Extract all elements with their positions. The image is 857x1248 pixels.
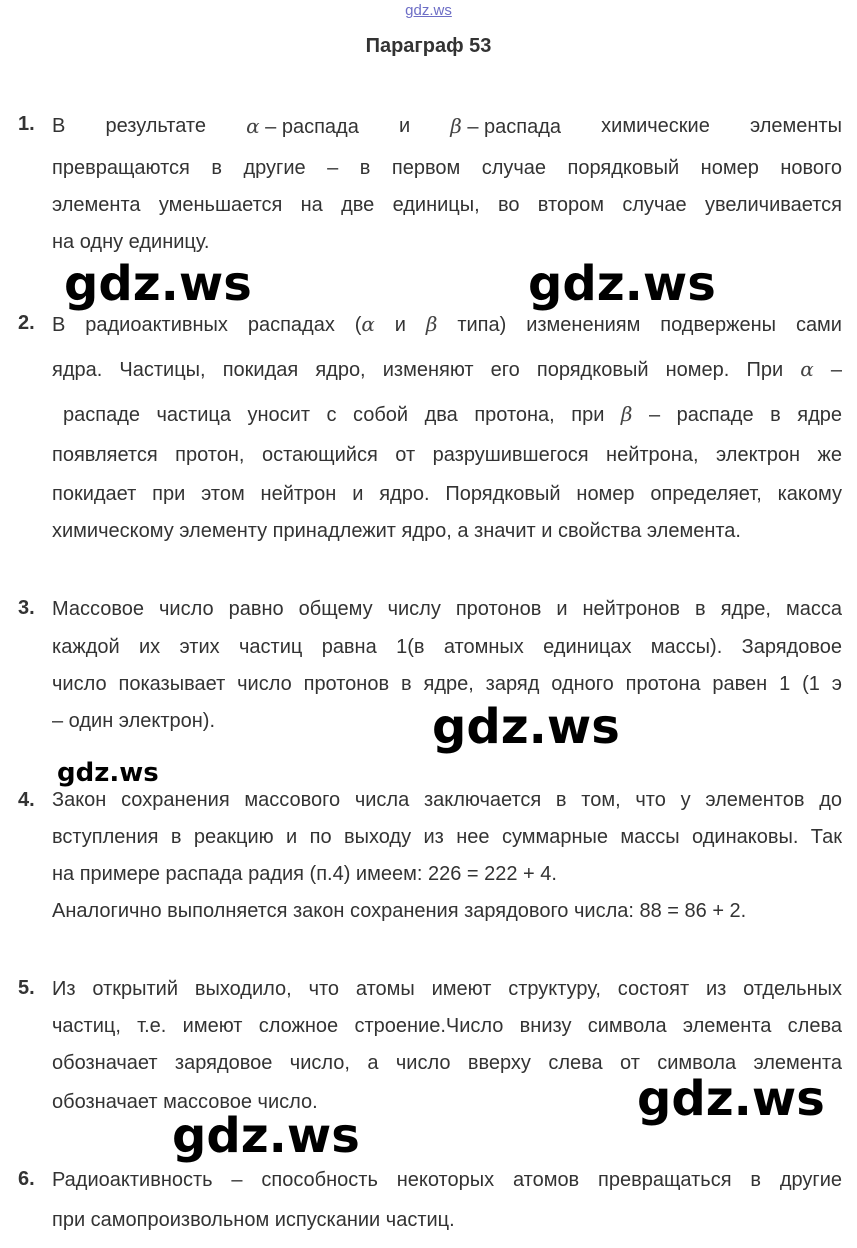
item-4-line-1: Закон сохранения массового числа заключается в том, что у элементов до <box>52 789 842 811</box>
item-5-line-2: частиц, т.е. имеют сложное строение.Число внизу символа элемента слева <box>52 1015 842 1037</box>
text-fragment: типа) изменениям подвержены сами <box>437 314 842 336</box>
text-fragment: – распаде в ядре <box>632 404 842 426</box>
item-4-line-2: вступления в реакцию и по выходу из нее суммарные массы одинаковы. Так <box>52 826 842 848</box>
item-6-line-2: при самопроизвольном испускании частиц. <box>52 1209 455 1231</box>
item-3-line-4: – один электрон). <box>52 710 216 732</box>
item-2-line-6: химическому элементу принадлежит ядро, а значит и свойства элемента. <box>52 520 741 542</box>
text-fragment: и <box>398 115 411 137</box>
item-number-5: 5. <box>18 977 35 999</box>
text-fragment: В <box>52 115 66 137</box>
watermark: gdz.ws <box>172 1108 360 1164</box>
beta-symbol: β <box>450 114 462 138</box>
item-2-line-3 <box>63 400 842 428</box>
item-number-1: 1. <box>18 113 35 135</box>
watermark: gdz.ws <box>432 699 620 755</box>
item-5-line-1: Из открытий выходило, что атомы имеют структуру, состоят из отдельных <box>52 978 842 1000</box>
item-5-line-3: обозначает зарядовое число, а число вверху слева от символа элемента <box>52 1052 842 1074</box>
item-1-line-2: превращаются в другие – в первом случае порядковый номер нового <box>52 157 842 179</box>
text-fragment: – распада <box>467 116 562 138</box>
watermark: gdz.ws <box>528 256 716 312</box>
text-fragment: В радиоактивных распадах ( <box>52 314 362 336</box>
beta-symbol: β <box>425 312 438 336</box>
item-3-line-3: число показывает число протонов в ядре, заряд одного протона равен 1 (1 э <box>52 673 842 695</box>
text-fragment: химические <box>601 115 710 137</box>
watermark: gdz.ws <box>57 758 159 788</box>
beta-symbol: β <box>620 402 633 426</box>
item-3-line-2: каждой их этих частиц равна 1(в атомных единицах массы). Зарядовое <box>52 636 842 658</box>
item-1-line-4: на одну единицу. <box>52 231 210 253</box>
item-2-line-1 <box>52 310 842 338</box>
item-5-line-4: обозначает массовое число. <box>52 1091 318 1113</box>
item-number-3: 3. <box>18 597 35 619</box>
item-number-6: 6. <box>18 1168 35 1190</box>
item-2-line-5: покидает при этом нейтрон и ядро. Порядковый номер определяет, какому <box>52 483 842 505</box>
text-fragment: элементы <box>749 115 842 137</box>
item-number-4: 4. <box>18 789 35 811</box>
page-title: Параграф 53 <box>365 35 492 57</box>
alpha-symbol: α <box>361 312 375 336</box>
item-2-line-4: появляется протон, остающийся от разрушившегося нейтрона, электрон же <box>52 444 842 466</box>
text-fragment <box>246 112 359 140</box>
item-1-line-3: элемента уменьшается на две единицы, во втором случае увеличивается <box>52 194 842 216</box>
item-6-line-1: Радиоактивность – способность некоторых атомов превращаться в другие <box>52 1169 842 1191</box>
item-1-line-1 <box>52 112 842 140</box>
text-fragment: ядра. Частицы, покидая ядро, изменяют его порядковый номер. При <box>52 359 801 381</box>
text-fragment: – распада <box>265 116 359 138</box>
text-fragment: и <box>374 314 426 336</box>
item-4-line-4: Аналогично выполняется закон сохранения зарядового числа: 88 = 86 + 2. <box>52 900 747 922</box>
watermark: gdz.ws <box>64 256 252 312</box>
text-fragment <box>450 112 561 140</box>
text-fragment: результате <box>105 115 206 137</box>
watermark: gdz.ws <box>637 1071 825 1127</box>
item-3-line-1: Массовое число равно общему числу протонов и нейтронов в ядре, масса <box>52 598 842 620</box>
watermark-top-link[interactable]: gdz.ws <box>405 2 452 19</box>
item-number-2: 2. <box>18 312 35 334</box>
text-fragment: распаде частица уносит с собой два протона, при <box>63 404 621 426</box>
text-fragment: – <box>813 359 842 381</box>
alpha-symbol: α <box>246 114 260 138</box>
alpha-symbol: α <box>800 357 814 381</box>
item-2-line-2 <box>52 355 842 383</box>
item-4-line-3: на примере распада радия (п.4) имеем: 226 = 222 + 4. <box>52 863 557 885</box>
